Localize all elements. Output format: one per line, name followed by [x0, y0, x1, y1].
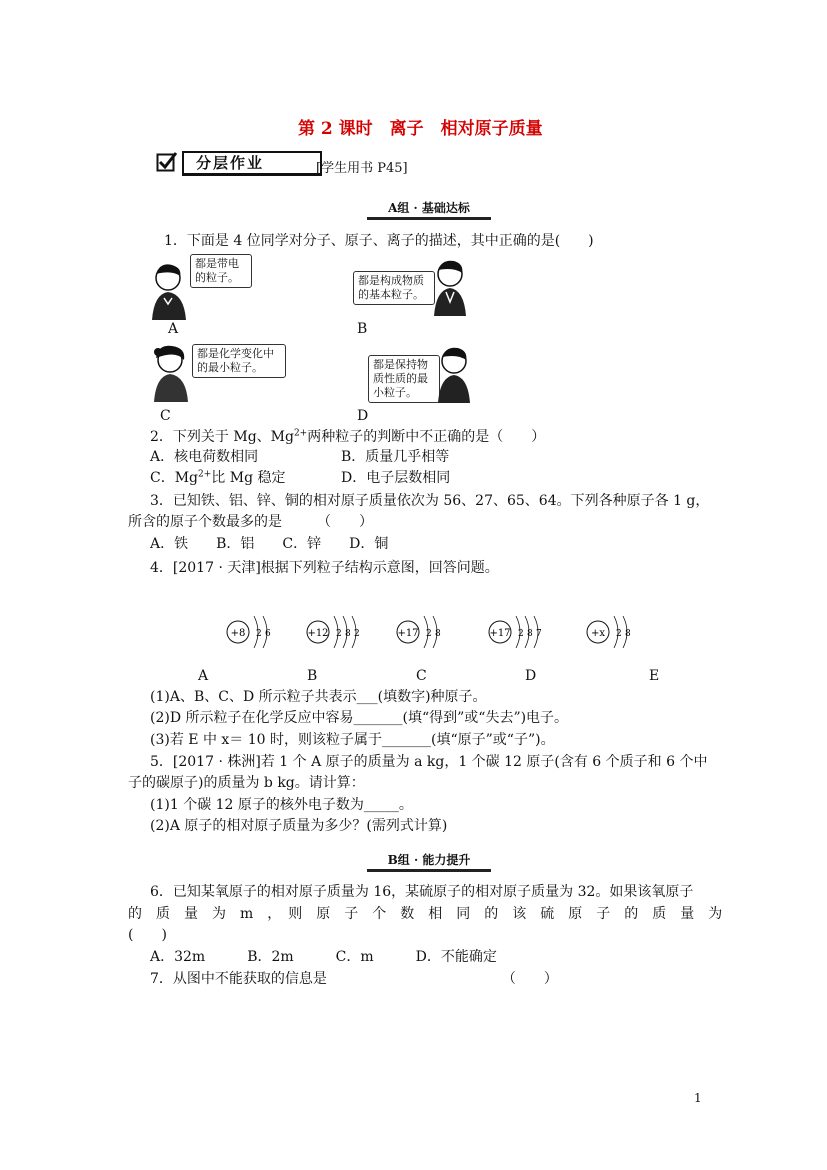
bubble-c: 都是化学变化中的最小粒子。: [192, 344, 286, 378]
q1-label-a: A: [168, 321, 179, 337]
q1-label-d: D: [357, 408, 369, 424]
badge-label: 分层作业: [182, 151, 322, 176]
q1-stem: 1．下面是 4 位同学对分子、原子、离子的描述，其中正确的是( ): [164, 233, 594, 249]
q5-sub1: (1)1 个碳 12 原子的核外电子数为_____。: [150, 797, 413, 813]
nucleus-charge: +17: [489, 628, 511, 639]
electron-count: 8: [527, 629, 533, 639]
electron-count: 2: [336, 629, 342, 639]
electron-count: 2: [518, 629, 524, 639]
atom-diagram-b: [304, 610, 380, 654]
q5-line2: 子的碳原子)的质量为 b kg。请计算：: [128, 775, 365, 791]
electron-count: 8: [435, 629, 441, 639]
q3-line1: 3．已知铁、铝、锌、铜的相对原子质量依次为 56、27、65、64。下列各种原子各 1 g，: [150, 493, 710, 509]
student-d-figure: [434, 345, 474, 403]
page-title: 第 2 课时 离子 相对原子质量: [298, 119, 543, 139]
nucleus-charge: +x: [590, 628, 606, 639]
q2-option-c: C．$Mg^{2+}$比 Mg 稳定: [150, 469, 286, 486]
q4-sub2: (2)D 所示粒子在化学反应中容易_______(填“得到”或“失去”)电子。: [150, 710, 569, 726]
page-number: 1: [694, 1091, 702, 1105]
student-c-figure: [152, 344, 192, 402]
atom-label-c: C: [416, 668, 427, 684]
bubble-a: 都是带电的粒子。: [190, 254, 252, 288]
atom-label-a: A: [198, 668, 209, 684]
checkbox-icon: [156, 151, 178, 173]
q1-label-b: B: [357, 321, 368, 337]
electron-count: 8: [625, 629, 631, 639]
bubble-b: 都是构成物质的基本粒子。: [353, 271, 435, 305]
atom-diagram-a: [224, 610, 300, 654]
q7-stem: 7．从图中不能获取的信息是 （ ）: [150, 971, 558, 987]
electron-count: 6: [265, 629, 271, 639]
q4-sub3: (3)若 E 中 x＝ 10 时，则该粒子属于_______(填“原子”或“子”)。: [150, 732, 555, 748]
electron-count: 2: [426, 629, 432, 639]
q1-label-c: C: [160, 408, 171, 424]
nucleus-charge: +8: [230, 628, 246, 639]
q6-line1: 6．已知某氧原子的相对原子质量为 16，某硫原子的相对原子质量为 32。如果该氧原子: [150, 884, 694, 900]
q5-line1: 5．[2017 · 株洲]若 1 个 A 原子的质量为 a kg，1 个碳 12 原子(含有 6 个质子和 6 个中: [150, 754, 708, 770]
q3-options: A．铁 B．铝 C．锌 D．铜: [150, 536, 389, 552]
electron-count: 2: [354, 629, 360, 639]
electron-count: 2: [256, 629, 262, 639]
q6-line2: 的 质 量 为 m ， 则 原 子 个 数 相 同 的 该 硫 原 子 的 质 量 为: [128, 906, 723, 922]
atom-diagram-e: [584, 610, 660, 654]
atom-label-e: E: [649, 668, 660, 684]
q2-option-b: B．质量几乎相等: [341, 449, 450, 465]
section-b-header: B组 · 能力提升: [367, 852, 491, 872]
q6-options: A．32m B．2m C．m D．不能确定: [150, 949, 497, 965]
atom-label-b: B: [307, 668, 318, 684]
student-a-figure: [150, 262, 190, 320]
electron-count: 8: [345, 629, 351, 639]
q2-option-d: D．电子层数相同: [341, 470, 451, 486]
q2-option-a: A．核电荷数相同: [150, 449, 259, 465]
q2-stem: 2．下列关于 Mg、$Mg^{2+}$两种粒子的判断中不正确的是（ ）: [150, 428, 546, 445]
q6-line3: ( ): [128, 927, 167, 943]
electron-count: 7: [536, 629, 542, 639]
electron-count: 2: [616, 629, 622, 639]
nucleus-charge: +17: [397, 628, 419, 639]
atom-label-d: D: [525, 668, 537, 684]
q5-sub2: (2)A 原子的相对原子质量为多少？(需列式计算): [150, 818, 448, 834]
student-b-figure: [430, 258, 470, 316]
atom-diagram-d: [486, 610, 562, 654]
book-reference: [学生用书 P45]: [316, 161, 408, 176]
bubble-d: 都是保持物质性质的最小粒子。: [368, 355, 440, 403]
atom-diagram-c: [394, 610, 470, 654]
nucleus-charge: +12: [307, 628, 329, 639]
q3-line2: 所含的原子个数最多的是 （ ）: [128, 514, 373, 530]
q4-sub1: (1)A、B、C、D 所示粒子共表示___(填数字)种原子。: [150, 689, 487, 705]
q4-stem: 4．[2017 · 天津]根据下列粒子结构示意图，回答问题。: [150, 560, 499, 576]
section-a-header: A组 · 基础达标: [367, 200, 491, 220]
